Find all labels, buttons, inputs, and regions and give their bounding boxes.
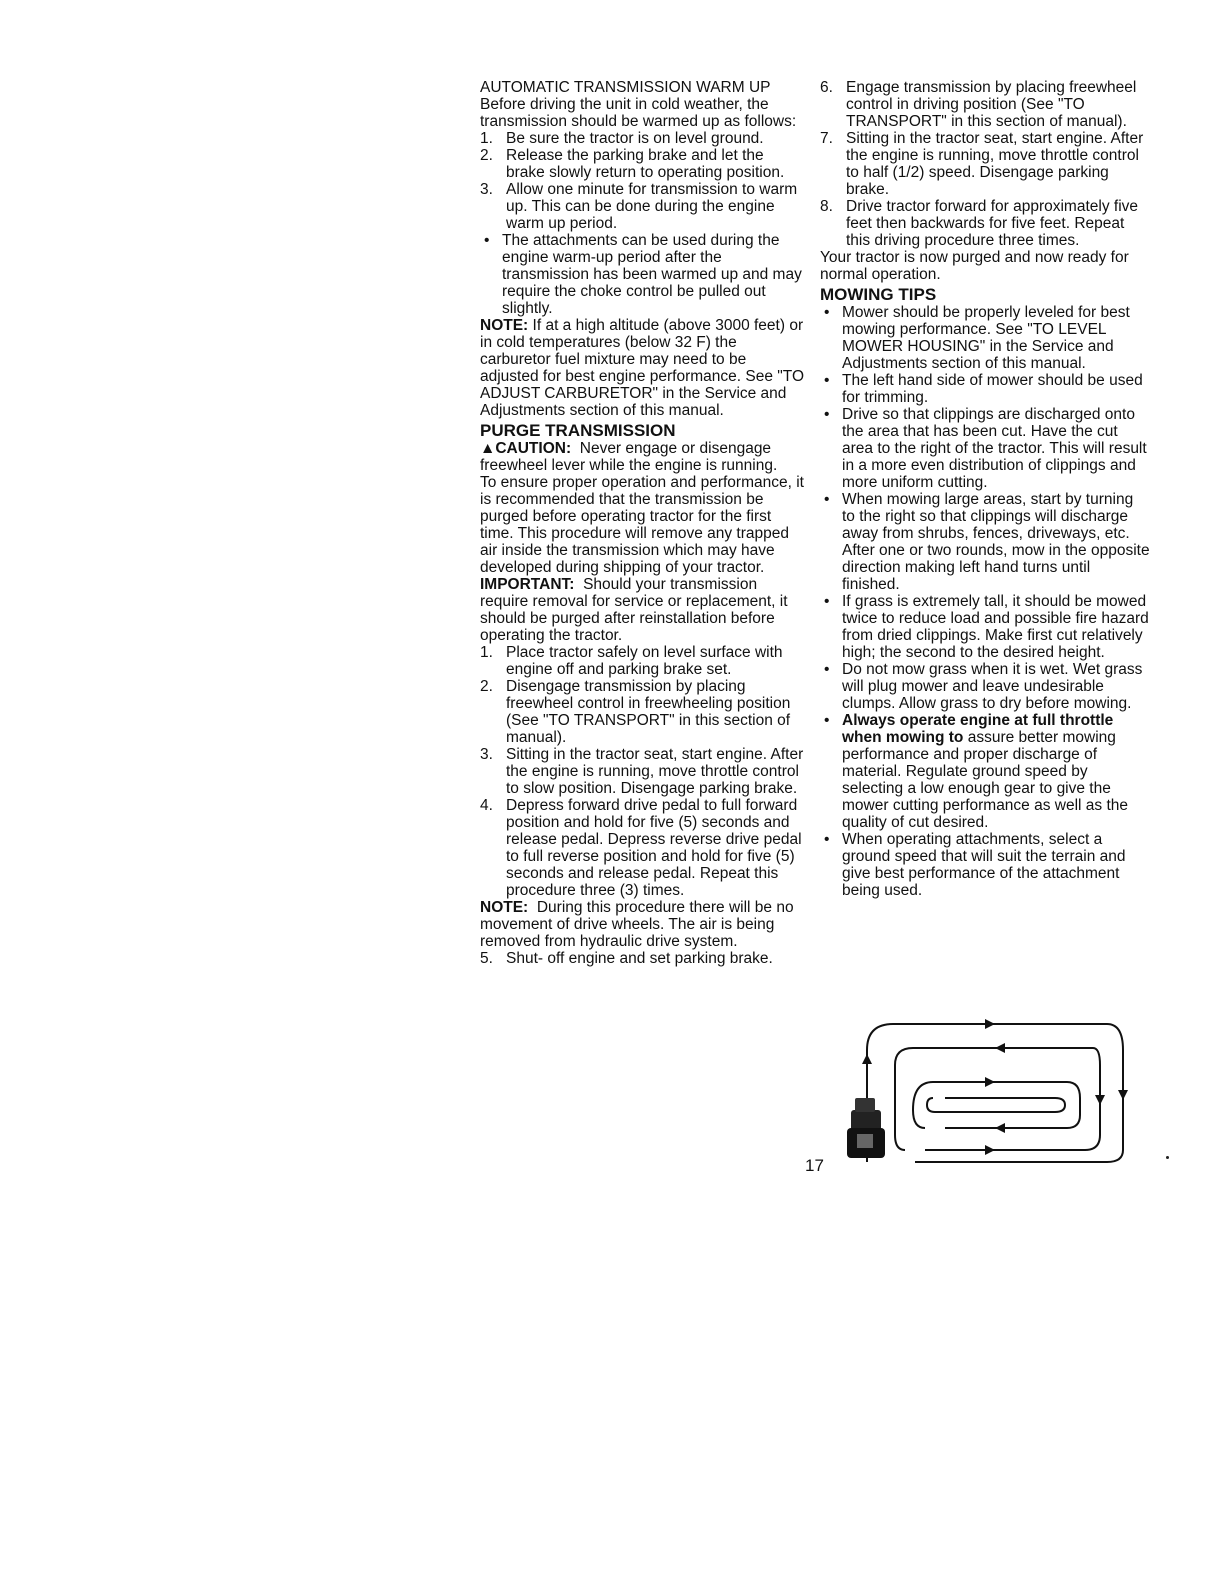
arrow-icon <box>862 1054 872 1064</box>
list-item: • If grass is extremely tall, it should be mowed twice to reduce load and possible fire hazard from dried clippings. Make first cut relatively high; the second to the desired height. <box>820 593 1150 661</box>
warmup-heading: AUTOMATIC TRANSMISSION WARM UP <box>480 79 771 96</box>
note-altitude: NOTE: If at a high altitude (above 3000 feet) or in cold temperatures (below 32 F) the carburetor fuel mixture may need to be adjusted for best engine performance. See "TO ADJUST CARBURETOR" in the Service and Adjustments section of this manual. <box>480 317 805 419</box>
bullet-icon: • <box>484 232 490 249</box>
page-number: 17 <box>805 1156 824 1175</box>
stray-mark <box>1166 1156 1169 1159</box>
mowing-path-outer <box>867 1024 1123 1162</box>
mowing-path-third <box>913 1082 1080 1128</box>
list-item: • Mower should be properly leveled for best mowing performance. See "TO LEVEL MOWER HOUSING" in the Service and Adjustments section of this manual. <box>820 304 1150 372</box>
list-item: • Always operate engine at full throttle when mowing to assure better mowing performance and proper discharge of material. Regulate ground speed by selecting a low enough gear to give the mower cutting performance as well as the quality of cut desired. <box>820 712 1150 831</box>
purge-steps-5 <box>480 950 805 967</box>
list-item: • Do not mow grass when it is wet. Wet grass will plug mower and leave undesirable clumps. Allow grass to dry before mowing. <box>820 661 1150 712</box>
mowing-tips-heading: MOWING TIPS <box>820 285 937 304</box>
arrow-icon <box>1095 1095 1105 1105</box>
list-item: • Drive so that clippings are discharged onto the area that has been cut. Have the cut area to the right of the tractor. This will result in a more even distribution of clippings and more uniform cutting. <box>820 406 1150 491</box>
list-item: 3. Sitting in the tractor seat, start engine. After the engine is running, move throttle control to slow position. Disengage parking brake. <box>480 746 804 797</box>
left-column <box>480 79 805 967</box>
list-item: • When operating attachments, select a ground speed that will suit the terrain and give best performance of the attachment being used. <box>820 831 1150 899</box>
warmup-bullets <box>480 232 805 317</box>
arrow-icon <box>985 1019 995 1029</box>
purge-intro: To ensure proper operation and performance, it is recommended that the transmission be purged before operating tractor for the first time. This procedure will remove any trapped air inside the transmission which may have developed during shipping of your tractor. <box>480 474 804 576</box>
arrow-icon <box>985 1145 995 1155</box>
note-drive-wheels: NOTE: During this procedure there will be no movement of drive wheels. The air is being removed from hydraulic drive system. <box>480 899 794 950</box>
list-item: 2. Disengage transmission by placing freewheel control in freewheeling position (See "TO TRANSPORT" in this section of manual). <box>480 678 791 746</box>
list-item: 2. Release the parking brake and let the brake slowly return to operating position. <box>480 147 785 181</box>
bullet-icon: • <box>824 831 830 848</box>
arrow-icon <box>995 1043 1005 1053</box>
purge-heading: PURGE TRANSMISSION <box>480 421 676 440</box>
list-item: 7. Sitting in the tractor seat, start engine. After the engine is running, move throttle control to half (1/2) speed. Disengage parking brake. <box>820 130 1144 198</box>
warning-icon: ▲ <box>480 440 496 457</box>
list-item: 8. Drive tractor forward for approximately five feet then backwards for five feet. Repeat this driving procedure three times. <box>820 198 1139 249</box>
purge-complete: Your tractor is now purged and now ready for normal operation. <box>820 249 1129 283</box>
purge-steps <box>480 644 805 899</box>
arrow-icon <box>995 1123 1005 1133</box>
list-item: 4. Depress forward drive pedal to full forward position and hold for five (5) seconds and release pedal. Depress reverse drive pedal to full reverse position and hold for five (5) seconds and release pedal. Repeat this procedure three (3) times. <box>480 797 802 899</box>
list-item: • The attachments can be used during the engine warm-up period after the transmission has been warmed up and may require the choke control be pulled out slightly. <box>480 232 805 317</box>
right-column <box>820 79 1150 899</box>
mowing-pattern-diagram <box>845 1010 1130 1170</box>
mowing-path-inner <box>927 1098 1065 1112</box>
bullet-icon: • <box>824 491 830 508</box>
bullet-icon: • <box>824 661 830 678</box>
bullet-icon: • <box>824 406 830 423</box>
list-item: 5. Shut- off engine and set parking brake. <box>480 950 773 967</box>
list-item: • The left hand side of mower should be used for trimming. <box>820 372 1150 406</box>
warmup-steps <box>480 130 805 232</box>
tractor-icon <box>847 1098 885 1158</box>
list-item: 6. Engage transmission by placing freewheel control in driving position (See "TO TRANSPORT" in this section of manual). <box>820 79 1137 130</box>
warmup-intro: Before driving the unit in cold weather, the transmission should be warmed up as follows: <box>480 96 797 130</box>
bullet-icon: • <box>824 712 830 729</box>
purge-steps-continued <box>820 79 1150 249</box>
bullet-icon: • <box>824 304 830 321</box>
bullet-icon: • <box>824 372 830 389</box>
bullet-icon: • <box>824 593 830 610</box>
arrow-icon <box>985 1077 995 1087</box>
arrow-icon <box>1118 1090 1128 1100</box>
mowing-tips <box>820 304 1150 899</box>
list-item: 3. Allow one minute for transmission to warm up. This can be done during the engine warm up period. <box>480 181 798 232</box>
list-item: 1. Place tractor safely on level surface with engine off and parking brake set. <box>480 644 783 678</box>
important-note: IMPORTANT: Should your transmission require removal for service or replacement, it should be purged after reinstallation before operating the tractor. <box>480 576 788 644</box>
list-item: 1. Be sure the tractor is on level ground. <box>480 130 764 147</box>
list-item: • When mowing large areas, start by turning to the right so that clippings will discharge away from shrubs, fences, driveways, etc. After one or two rounds, mow in the opposite direction making left hand turns until finished. <box>820 491 1150 593</box>
caution-note: ▲CAUTION: Never engage or disengage freewheel lever while the engine is running. <box>480 440 778 474</box>
